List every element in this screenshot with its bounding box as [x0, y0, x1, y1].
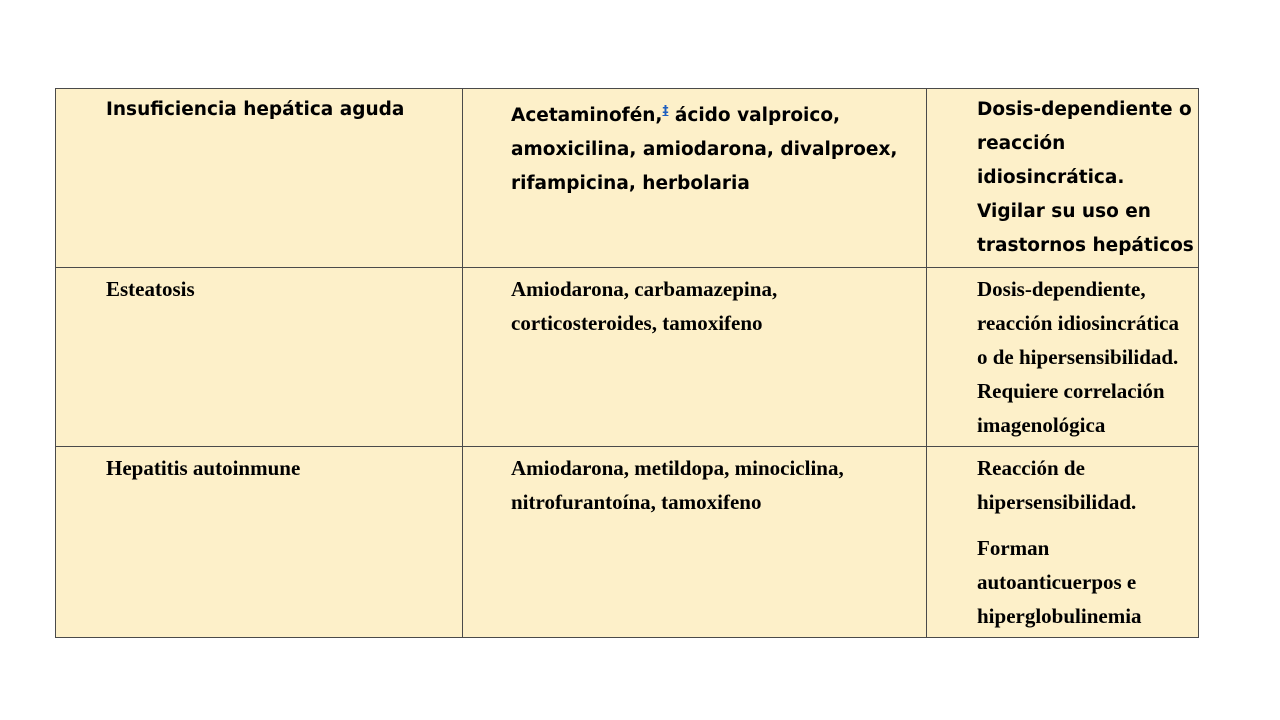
- drugs-cell: [463, 89, 927, 268]
- mechanism-cell: [927, 447, 1199, 638]
- condition-cell: Esteatosis: [56, 268, 463, 447]
- condition-cell: Hepatitis autoinmune: [56, 447, 463, 638]
- table-row: [56, 268, 1199, 447]
- drug-hepatotoxicity-table: [55, 88, 1199, 638]
- drugs-text: Acetaminofén,: [511, 105, 663, 126]
- footnote-link[interactable]: ‡: [662, 103, 669, 117]
- mechanism-line-2: Forman autoanticuerpos e hiperglobulinemia: [977, 536, 1142, 628]
- drugs-cell: Amiodarona, metildopa, minociclina, nitrofurantoína, tamoxifeno: [463, 447, 927, 638]
- mechanism-cell: Dosis-dependiente o reacción idiosincrática. Vigilar su uso en trastornos hepáticos: [927, 89, 1199, 268]
- mechanism-cell: Dosis-dependiente, reacción idiosincrática o de hipersensibilidad. Requiere correlación imagenológica: [927, 268, 1199, 447]
- drugs-text-continued: ácido valproico, amoxicilina, amiodarona, divalproex, rifampicina, herbolaria: [511, 105, 898, 194]
- mechanism-line-1: Reacción de hipersensibilidad.: [977, 456, 1137, 514]
- table-row: [56, 89, 1199, 268]
- drugs-cell: Amiodarona, carbamazepina, corticosteroides, tamoxifeno: [463, 268, 927, 447]
- table-row: [56, 447, 1199, 638]
- condition-cell: Insuficiencia hepática aguda: [56, 89, 463, 268]
